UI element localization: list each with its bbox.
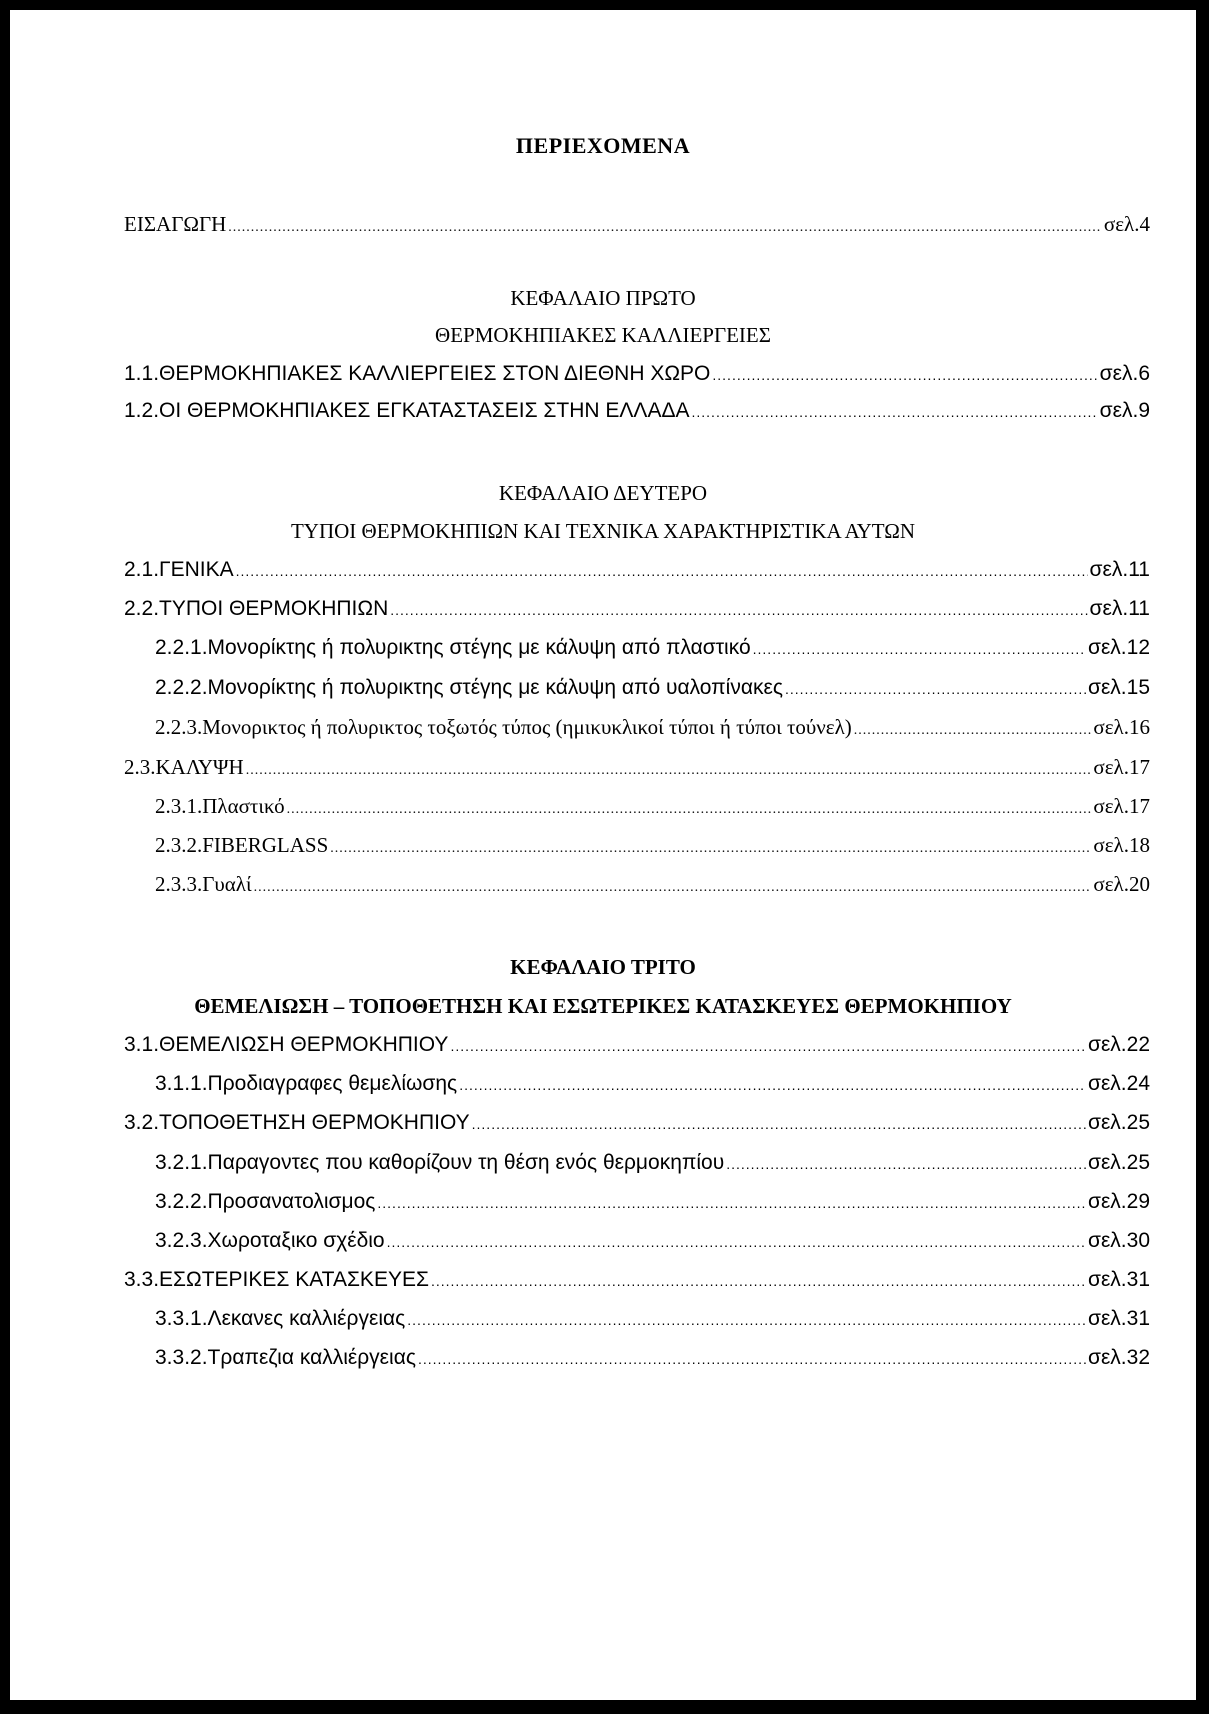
toc-entry[interactable]: [155, 1072, 1150, 1096]
toc-entry-page: σελ.30: [1087, 1229, 1150, 1252]
chapter-2-subtitle: ΤΥΠΟΙ ΘΕΡΜΟΚΗΠΙΩΝ ΚΑΙ ΤΕΧΝΙΚΑ ΧΑΡΑΚΤΗΡΙΣΤΙΚΑ ΑΥΤΩΝ: [290, 519, 916, 543]
toc-leader-dots: [854, 723, 1092, 739]
toc-leader-dots: [254, 880, 1092, 896]
toc-entry-page: σελ.4: [1103, 212, 1150, 236]
toc-leader-dots: [785, 681, 1086, 697]
toc-leader-dots: [387, 1234, 1086, 1250]
toc-entry[interactable]: [155, 794, 1150, 819]
page-title: ΠΕΡΙΕΧΟΜΕΝΑ: [515, 133, 691, 158]
toc-leader-dots: [726, 1156, 1086, 1172]
toc-entry-label: 3.2.3.Χωροταξικο σχέδιο: [155, 1229, 385, 1252]
toc-entry[interactable]: [155, 636, 1150, 660]
toc-entry-label: 3.3.ΕΣΩΤΕΡΙΚΕΣ ΚΑΤΑΣΚΕΥΕΣ: [124, 1268, 429, 1291]
document-page: [10, 10, 1196, 1700]
toc-entry[interactable]: [124, 597, 1150, 621]
toc-leader-dots: [418, 1351, 1086, 1367]
toc-leader-dots: [712, 367, 1097, 383]
toc-leader-dots: [407, 1312, 1086, 1328]
toc-entry-page: σελ.11: [1089, 558, 1150, 581]
toc-entry[interactable]: [155, 1229, 1150, 1253]
toc-entry[interactable]: [124, 1033, 1150, 1057]
toc-entry-label: 3.2.2.Προσανατολισμος: [155, 1190, 376, 1213]
toc-entry-page: σελ.25: [1087, 1151, 1150, 1174]
toc-entry[interactable]: [124, 1111, 1150, 1135]
toc-entry-page: σελ.9: [1099, 399, 1150, 422]
toc-entry-page: σελ.22: [1087, 1033, 1150, 1056]
toc-leader-dots: [390, 602, 1087, 618]
toc-entry-label: 2.3.2.FIBERGLASS: [155, 833, 329, 857]
toc-leader-dots: [236, 563, 1088, 579]
toc-entry-page: σελ.24: [1087, 1072, 1150, 1095]
toc-entry-page: σελ.32: [1087, 1346, 1150, 1369]
toc-leader-dots: [246, 763, 1092, 779]
toc-entry-label: ΕΙΣΑΓΩΓΗ: [124, 212, 227, 236]
toc-entry-intro[interactable]: [124, 212, 1150, 237]
toc-entry-label: 2.2.1.Μονορίκτης ή πολυρικτης στέγης με κάλυψη από πλαστικό: [155, 636, 751, 659]
toc-entry-page: σελ.6: [1099, 362, 1150, 385]
toc-entry-label: 3.1.1.Προδιαγραφες θεμελίωσης: [155, 1072, 458, 1095]
toc-leader-dots: [330, 841, 1091, 857]
chapter-3-heading: ΚΕΦΑΛΑΙΟ ΤΡΙΤΟ: [510, 955, 696, 979]
toc-entry-label: 2.2.2.Μονορίκτης ή πολυρικτης στέγης με κάλυψη από υαλοπίνακες: [155, 676, 783, 699]
toc-entry-page: σελ.18: [1093, 833, 1150, 857]
toc-entry-page: σελ.25: [1087, 1111, 1150, 1134]
toc-entry[interactable]: [155, 676, 1150, 700]
toc-entry-page: σελ.17: [1093, 794, 1150, 818]
toc-entry[interactable]: [155, 1190, 1150, 1214]
toc-entry[interactable]: [124, 362, 1150, 386]
toc-entry-label: 2.3.1.Πλαστικό: [155, 794, 285, 818]
toc-entry-label: 2.3.3.Γυαλί: [155, 872, 252, 896]
toc-entry-page: σελ.16: [1093, 715, 1150, 739]
toc-entry[interactable]: [155, 833, 1150, 858]
toc-leader-dots: [228, 220, 1102, 236]
toc-entry[interactable]: [124, 1268, 1150, 1292]
toc-entry[interactable]: [155, 1346, 1150, 1370]
toc-entry-page: σελ.29: [1087, 1190, 1150, 1213]
toc-entry[interactable]: [124, 558, 1150, 582]
toc-entry-label: 2.3.ΚΑΛΥΨΗ: [124, 755, 244, 779]
toc-entry-page: σελ.20: [1093, 872, 1150, 896]
toc-leader-dots: [287, 802, 1092, 818]
toc-entry-page: σελ.15: [1087, 676, 1150, 699]
toc-entry-label: 3.2.1.Παραγοντες που καθορίζουν τη θέση ενός θερμοκηπίου: [155, 1151, 725, 1174]
chapter-1-heading: ΚΕΦΑΛΑΙΟ ΠΡΩΤΟ: [510, 286, 696, 310]
toc-entry[interactable]: [155, 872, 1150, 897]
toc-entry-label: 3.3.2.Τραπεζια καλλιέργειας: [155, 1346, 416, 1369]
toc-entry[interactable]: [155, 1151, 1150, 1175]
toc-entry-page: σελ.31: [1087, 1307, 1150, 1330]
toc-entry[interactable]: [124, 755, 1150, 780]
toc-leader-dots: [450, 1038, 1086, 1054]
toc-leader-dots: [431, 1273, 1086, 1289]
toc-entry-label: 2.2.3.Μονορικτος ή πολυρικτος τοξωτός τύπος (ημικυκλικοί τύποι ή τύποι τούνελ): [155, 715, 852, 739]
toc-entry-label: 3.3.1.Λεκανες καλλιέργειας: [155, 1307, 406, 1330]
toc-leader-dots: [377, 1195, 1086, 1211]
toc-leader-dots: [459, 1077, 1086, 1093]
toc-entry-page: σελ.17: [1093, 755, 1150, 779]
chapter-3-subtitle: ΘΕΜΕΛΙΩΣΗ – ΤΟΠΟΘΕΤΗΣΗ ΚΑΙ ΕΣΩΤΕΡΙΚΕΣ ΚΑΤΑΣΚΕΥΕΣ ΘΕΡΜΟΚΗΠΙΟΥ: [194, 994, 1012, 1018]
chapter-2-heading: ΚΕΦΑΛΑΙΟ ΔΕΥΤΕΡΟ: [498, 481, 708, 505]
toc-entry-label: 2.2.ΤΥΠΟΙ ΘΕΡΜΟΚΗΠΙΩΝ: [124, 597, 389, 620]
toc-entry[interactable]: [155, 715, 1150, 740]
toc-entry-label: 1.1.ΘΕΡΜΟΚΗΠΙΑΚΕΣ ΚΑΛΛΙΕΡΓΕΙΕΣ ΣΤΟΝ ΔΙΕΘΝΗ ΧΩΡΟ: [124, 362, 711, 385]
toc-entry-label: 3.2.ΤΟΠΟΘΕΤΗΣΗ ΘΕΡΜΟΚΗΠΙΟΥ: [124, 1111, 470, 1134]
toc-leader-dots: [753, 641, 1086, 657]
toc-entry-page: σελ.11: [1089, 597, 1150, 620]
toc-leader-dots: [692, 404, 1098, 420]
toc-entry-label: 3.1.ΘΕΜΕΛΙΩΣΗ ΘΕΡΜΟΚΗΠΙΟΥ: [124, 1033, 449, 1056]
toc-entry[interactable]: [124, 399, 1150, 423]
toc-entry-label: 1.2.ΟΙ ΘΕΡΜΟΚΗΠΙΑΚΕΣ ΕΓΚΑΤΑΣΤΑΣΕΙΣ ΣΤΗΝ ΕΛΛΑΔΑ: [124, 399, 690, 422]
toc-entry[interactable]: [155, 1307, 1150, 1331]
toc-entry-page: σελ.31: [1087, 1268, 1150, 1291]
chapter-1-subtitle: ΘΕΡΜΟΚΗΠΙΑΚΕΣ ΚΑΛΛΙΕΡΓΕΙΕΣ: [435, 323, 771, 347]
toc-entry-page: σελ.12: [1087, 636, 1150, 659]
toc-entry-label: 2.1.ΓΕΝΙΚΑ: [124, 558, 234, 581]
toc-leader-dots: [472, 1116, 1086, 1132]
